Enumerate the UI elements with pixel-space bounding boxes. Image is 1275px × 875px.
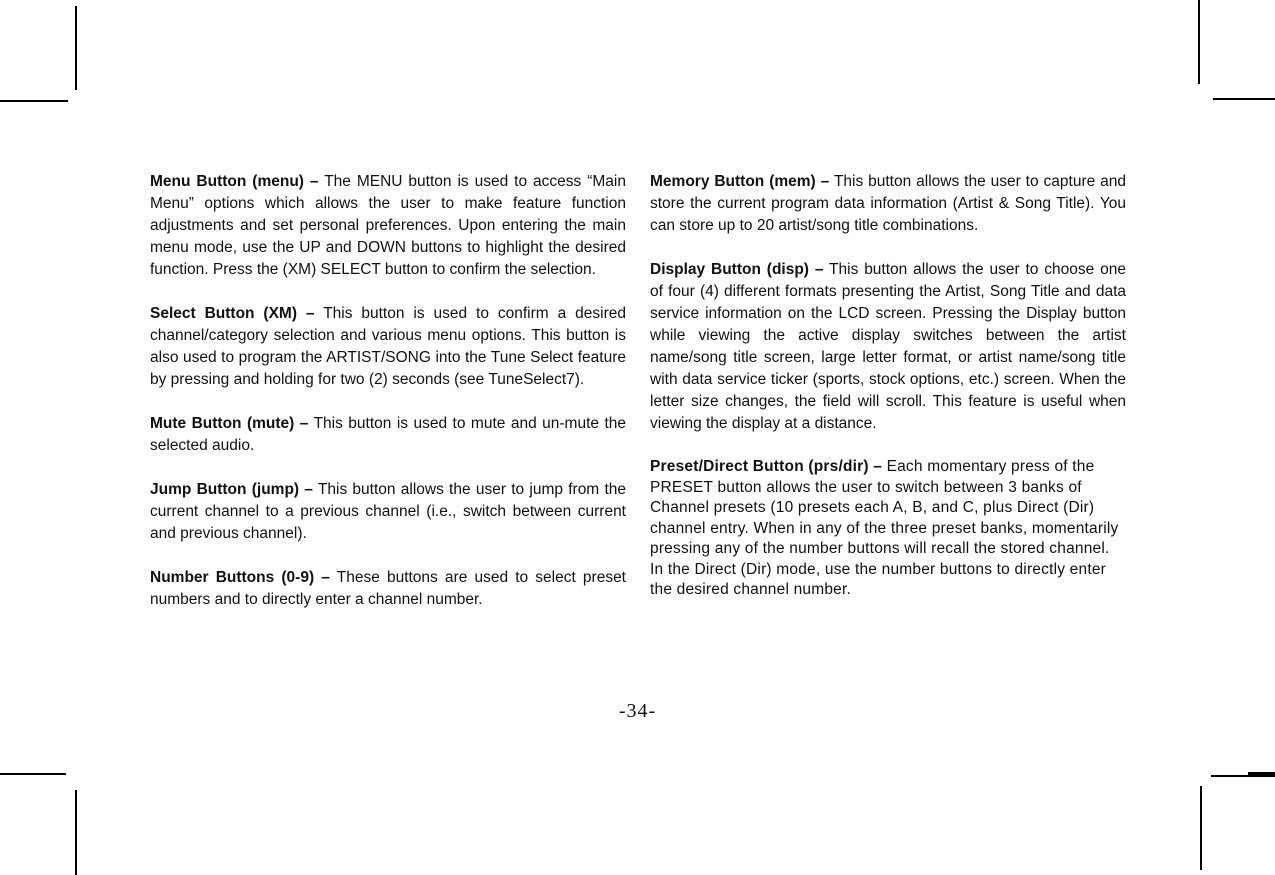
right-column [650,171,1126,623]
display-button-description [650,259,1126,435]
crop-mark-bottom-left-vertical [75,790,77,875]
number-buttons-body: These buttons are used to select preset numbers and to directly enter a channel number. [150,569,626,608]
crop-mark-top-left-horizontal [0,100,68,102]
jump-button-description [150,479,626,545]
crop-mark-top-left-vertical [75,6,77,90]
memory-button-description [650,171,1126,237]
menu-button-body: The MENU button is used to access “Main Menu” options which allows the user to make feature function adjustments and set personal preferences. Upon entering the main menu mode, use the UP and DOWN buttons to highlight the desired function. Press the (XM) SELECT button to confirm the selection. [150,173,626,278]
memory-button-heading: Memory Button (mem) – [650,173,830,190]
left-column [150,171,626,633]
crop-mark-top-right-horizontal [1213,98,1275,100]
crop-mark-bottom-left-horizontal [0,773,66,775]
number-buttons-heading: Number Buttons (0-9) – [150,569,330,586]
select-button-heading: Select Button (XM) – [150,305,315,322]
crop-mark-bottom-right-block [1248,772,1275,776]
display-button-body: This button allows the user to choose one of four (4) different formats presenting the Artist, Song Title and data service information on the LCD screen. Pressing the Display button while viewing the active display switches between the artist name/song title screen, large letter format, or artist name/song title with data service ticker (sports, stock options, etc.) screen. When the letter size changes, the field will scroll. This feature is useful when viewing the display at a distance. [650,261,1126,432]
preset-direct-button-description [650,457,1126,601]
preset-direct-button-heading: Preset/Direct Button (prs/dir) – [650,458,883,475]
mute-button-heading: Mute Button (mute) – [150,415,309,432]
select-button-description [150,303,626,391]
jump-button-heading: Jump Button (jump) – [150,481,313,498]
crop-mark-bottom-right-vertical [1200,786,1202,870]
display-button-heading: Display Button (disp) – [650,261,824,278]
memory-button-body: This button allows the user to capture and store the current program data information (Artist & Song Title). You can store up to 20 artist/song title combinations. [650,173,1127,234]
page-number: -34- [618,700,657,722]
preset-direct-button-body: Each momentary press of the PRESET button allows the user to switch between 3 banks of Channel presets (10 presets each A, B, and C, plus Direct (Dir) channel entry. When in any of the three preset banks, momentarily pressing any of the number buttons will recall the stored channel. In the Direct (Dir) mode, use the number buttons to directly enter the desired channel number. [650,458,1119,598]
mute-button-body: This button is used to mute and un-mute the selected audio. [150,415,626,454]
jump-button-body: This button allows the user to jump from the current channel to a previous channel (i.e., switch between current and previous channel). [150,481,627,542]
mute-button-description [150,413,626,457]
crop-mark-top-right-vertical [1198,0,1200,84]
number-buttons-description [150,567,626,611]
select-button-body: This button is used to confirm a desired channel/category selection and various menu options. This button is also used to program the ARTIST/SONG into the Tune Select feature by pressing and holding for two (2) seconds (see TuneSelect7). [150,305,626,388]
menu-button-description [150,171,626,281]
menu-button-heading: Menu Button (menu) – [150,173,319,190]
